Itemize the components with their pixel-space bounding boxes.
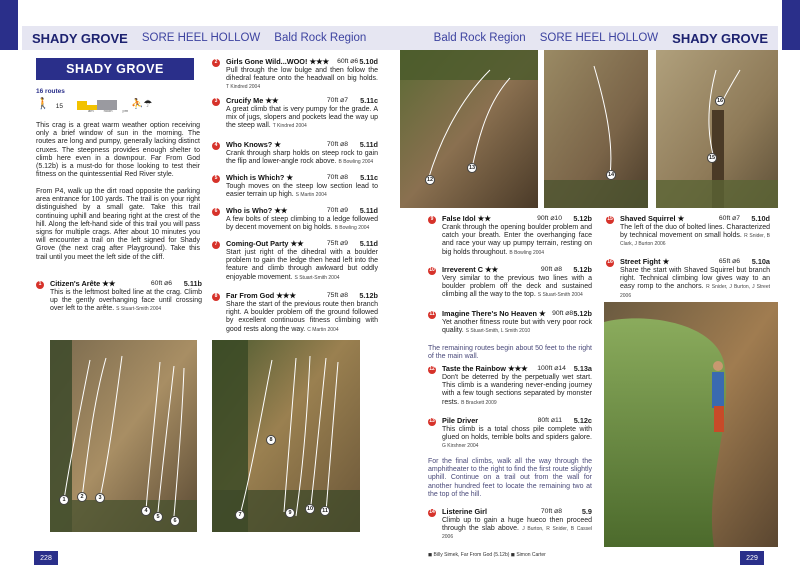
topo-marker: 2: [77, 492, 87, 502]
route-length: 100ft ⌀14: [537, 365, 566, 373]
route-entry: [212, 174, 378, 199]
route-length: 60ft ⌀6: [337, 58, 359, 66]
cliff-photo-left: [50, 340, 197, 532]
section-note: The remaining routes begin about 50 feet to the right of the main wall.: [428, 345, 592, 361]
route-length: 90ft ⌀8: [552, 310, 574, 318]
route-entry: [428, 215, 592, 257]
route-number: 14: [429, 509, 435, 516]
topo-marker: 8: [266, 435, 276, 445]
topo-photo: [656, 50, 778, 208]
thumb-tab: [0, 0, 18, 50]
route-number: 2: [212, 59, 220, 67]
route-entry: [36, 280, 202, 314]
climber-photo: [604, 302, 778, 547]
route-number: 13: [429, 418, 435, 425]
route-length: 80ft ⌀11: [537, 417, 562, 425]
route-name: Girls Gone Wild...WOO! ★★★: [226, 57, 330, 67]
route-name: Who is Who? ★★: [226, 206, 288, 216]
route-description: Very similar to the previous two lines with a boulder problem off the deck and sustained climbing all the way to the top.: [442, 275, 592, 299]
route-first-ascent: S Martin 2004: [295, 192, 327, 199]
route-grade: 5.12b: [573, 309, 592, 319]
route-first-ascent: T Kindred 2004: [272, 123, 307, 130]
route-first-ascent: S Stuart-Smith 2004: [294, 274, 340, 281]
topo-marker: 6: [170, 516, 180, 526]
route-number: 15: [607, 216, 613, 223]
topo-photo: [544, 50, 648, 208]
header-crag: SHADY GROVE: [672, 30, 768, 46]
route-number: 1: [36, 281, 44, 289]
cliff-photo-right-3: [656, 50, 778, 208]
route-description: Crank through sharp holds on steep rock to gain the flip and lower-angle rock above.: [226, 150, 378, 166]
topo-marker: 14: [607, 172, 615, 178]
route-grade: 5.12b: [573, 265, 592, 275]
route-description: A great climb that is very pumpy for the grade. A mix of jugs, slopers and pockets lead the way up the steep wall.: [226, 106, 378, 130]
intro-paragraph: This crag is a great warm weather option receiving only a brief window of sun in the morning. The routes are long and pumpy, generally lacking distinct cruxes. The steepness provides enough shelter to climb here even in a downpour. Far From God (5.12b) is a must-do for those looking to test their fitness on the quintessential Red River style.: [36, 122, 200, 179]
route-length: 60ft ⌀7: [718, 215, 740, 223]
route-name: False Idol ★★: [442, 214, 491, 224]
route-name: Citizen's Arête ★★: [50, 279, 116, 289]
route-first-ascent: G Kirshner 2004: [442, 443, 479, 450]
route-number: 9: [428, 216, 436, 224]
route-length: 70ft ⌀8: [326, 141, 348, 149]
approach-paragraph: From P4, walk up the dirt road opposite the parking area entrance for 100 yards. The trail is on your right distinguished by a small gate. Take this trail continuing uphill and bearing right at the crest of the hill. Along the left-hand side of this trail you will pass signs for multiple crags. After about 10 minutes you will encounter a trail on the left signed for Shady Grove (the next crag after Playground). Take this trail until you meet the left side of the cliff.: [36, 188, 200, 261]
route-name: Taste the Rainbow ★★★: [442, 364, 528, 374]
route-length: 90ft ⌀10: [537, 215, 562, 223]
walk-time: 15: [55, 103, 63, 110]
hiker-icon: 🚶: [36, 98, 50, 110]
route-name: Shaved Squirrel ★: [620, 214, 685, 224]
route-description: Tough moves on the steep low section lead to easier terrain up high.: [226, 183, 378, 199]
route-first-ascent: B Bowling 2004: [334, 225, 370, 232]
route-description: This climb is a total choss pile complete with glued on holds, terrible bolts and spiders galore.: [442, 426, 592, 442]
cliff-photo-right-1: [400, 50, 538, 208]
route-name: Crucify Me ★★: [226, 96, 279, 106]
route-description: Start just right of the dihedral with a boulder problem to gain the ledge then head left into the feature and climb through awkward but oddly enjoyable movement.: [226, 249, 378, 281]
topo-marker: 1: [59, 495, 69, 505]
topo-marker: 5: [153, 512, 163, 522]
route-description: Share the start with Shaved Squirrel but branch right. Technical climbing low gives way to an easy romp to the anchors.: [620, 267, 770, 291]
route-number: 6: [212, 208, 220, 216]
route-first-ascent: S Stuart-Smith 2004: [537, 292, 583, 299]
route-grade: 5.11d: [359, 140, 378, 150]
route-first-ascent: B Bowling 2004: [338, 159, 374, 166]
route-number: 8: [212, 293, 220, 301]
header-region: Bald Rock Region: [433, 32, 526, 44]
route-first-ascent: R Snider, B Clark, J Burton 2006: [620, 233, 770, 248]
climber-image: [604, 302, 778, 547]
route-number: 3: [212, 98, 220, 106]
route-length: 70ft ⌀9: [326, 207, 348, 215]
route-grade: 5.12b: [359, 291, 378, 301]
route-entry: [212, 292, 378, 334]
header-region: Bald Rock Region: [274, 32, 367, 44]
route-grade: 5.9: [581, 507, 592, 517]
route-grade: 5.11b: [183, 279, 202, 289]
route-number: 5: [212, 175, 220, 183]
topo-marker: 4: [141, 506, 151, 516]
topo-marker: 9: [285, 508, 295, 518]
route-description: Share the start of the previous route then branch right. A boulder problem off the ground followed by excellent continuous fitness climbing with good rests along the way.: [226, 301, 378, 333]
route-description: Crank through the opening boulder problem and catch your breath. Enter the overhanging face and race your way up pumpy terrain, resting on big holds throughout.: [442, 224, 592, 256]
topo-marker: 13: [468, 165, 476, 171]
route-first-ascent: R Snider, J Burton, J Street 2006: [620, 284, 770, 299]
route-number: 7: [212, 241, 220, 249]
route-first-ascent: S Stuart-Smith, L Smith 2010: [465, 328, 531, 335]
topo-marker: 7: [235, 510, 245, 520]
topo-marker: 11: [320, 506, 330, 516]
route-entry: [606, 258, 770, 300]
route-description: The left of the duo of bolted lines. Characterized by technical movement on small holds.: [620, 224, 770, 240]
route-description: This is the leftmost bolted line at the crag. Climb up the gently overhanging face until crossing over left to the arête.: [50, 289, 202, 313]
topo-photo: [212, 340, 360, 532]
route-first-ascent: T Kindred 2004: [226, 84, 261, 91]
route-name: Pile Driver: [442, 416, 479, 426]
route-length: 60ft ⌀6: [150, 280, 172, 288]
route-grade: 5.13a: [573, 364, 592, 374]
route-description: Climb up to gain a huge hueco then proceed through the slab above.: [442, 517, 592, 533]
photographer-icon: ◼: [510, 552, 515, 558]
sun-labels: am noon pm: [88, 108, 129, 113]
running-header: [400, 26, 778, 50]
route-name: Who Knows? ★: [226, 140, 281, 150]
cliff-photo-center: [212, 340, 360, 532]
route-entry: [212, 207, 378, 232]
route-grade: 5.11c: [360, 173, 378, 183]
page-number: 229: [740, 551, 764, 565]
header-area: SORE HEEL HOLLOW: [539, 32, 659, 44]
route-entry: [428, 508, 592, 542]
route-first-ascent: C Martin 2004: [307, 326, 339, 333]
route-number: 4: [212, 142, 220, 150]
family-icon: ⛹☂: [130, 99, 153, 110]
route-length: 75ft ⌀9: [326, 240, 348, 248]
route-number: 12: [429, 366, 435, 373]
route-number: 10: [429, 267, 435, 274]
route-first-ascent: S Stuart-Smith 2004: [116, 306, 162, 313]
route-length: 75ft ⌀8: [326, 292, 348, 300]
route-description: Pull through the low bulge and then follow the dihedral feature onto the headwall on big holds.: [226, 67, 378, 83]
route-entry: [428, 365, 592, 407]
route-entry: [428, 310, 592, 335]
route-number: 16: [607, 259, 613, 266]
header-area: SORE HEEL HOLLOW: [141, 32, 261, 44]
route-entry: [606, 215, 770, 249]
thumb-tab: [782, 0, 800, 50]
route-name: Far From God ★★★: [226, 291, 296, 301]
running-header: [22, 26, 400, 50]
route-first-ascent: J Burton, R Snider, B Cassel 2006: [442, 526, 592, 541]
route-grade: 5.12c: [573, 416, 592, 426]
route-entry: [212, 58, 378, 92]
topo-marker: 3: [95, 493, 105, 503]
topo-marker: 10: [306, 506, 314, 512]
route-first-ascent: B Brackett 2009: [461, 399, 497, 406]
topo-marker: 15: [708, 155, 716, 161]
route-description: Don't be deterred by the perpetually wet start. This climb is a wandering never-ending journey with a few tough sections separated by monster rests.: [442, 374, 592, 406]
route-length: 90ft ⌀8: [540, 266, 562, 274]
route-name: Which is Which? ★: [226, 173, 293, 183]
route-length: 70ft ⌀8: [540, 508, 562, 516]
route-entry: [212, 240, 378, 282]
route-entry: [428, 417, 592, 451]
cliff-photo-right-2: [544, 50, 648, 208]
route-description: Yet another fitness route but with very poor rock quality.: [442, 319, 592, 335]
route-grade: 5.12b: [573, 214, 592, 224]
topo-photo: [400, 50, 538, 208]
route-entry: [212, 97, 378, 131]
route-grade: 5.10a: [751, 257, 770, 267]
route-entry: [212, 141, 378, 166]
routes-count: 16 routes: [36, 88, 65, 95]
route-grade: 5.11c: [360, 96, 378, 106]
route-description: A few bolts of steep climbing to a ledge followed by decent movement on big holds.: [226, 216, 378, 232]
route-entry: [428, 266, 592, 300]
route-name: Irreverent C ★★: [442, 265, 499, 275]
route-grade: 5.11d: [359, 239, 378, 249]
route-name: Imagine There's No Heaven ★: [442, 309, 546, 319]
route-name: Street Fight ★: [620, 257, 670, 267]
photo-credit: ◼ Billy Simek, Far From God (5.12b) ◼ Simon Carter: [428, 552, 546, 558]
route-length: 70ft ⌀7: [326, 97, 348, 105]
topo-photo: [50, 340, 197, 532]
right-page: [400, 0, 800, 575]
route-grade: 5.10d: [359, 57, 378, 67]
route-name: Coming-Out Party ★★: [226, 239, 304, 249]
route-name: Listerine Girl: [442, 507, 488, 517]
camera-icon: ◼: [428, 552, 433, 558]
header-crag: SHADY GROVE: [32, 30, 128, 46]
page-number: 228: [34, 551, 58, 565]
section-note: For the final climbs, walk all the way through the amphitheater to the right to find the first route slightly uphill. Continue on a trail out from the wall for another hundred feet to locate the remaining two at the top of the hill.: [428, 458, 592, 498]
route-length: 70ft ⌀8: [326, 174, 348, 182]
topo-marker: 16: [716, 98, 724, 104]
route-first-ascent: B Bowling 2004: [509, 249, 545, 256]
route-length: 65ft ⌀6: [718, 258, 740, 266]
route-grade: 5.11d: [359, 206, 378, 216]
topo-marker: 12: [426, 177, 434, 183]
crag-title: SHADY GROVE: [36, 58, 194, 80]
route-grade: 5.10d: [751, 214, 770, 224]
route-number: 11: [429, 311, 435, 318]
